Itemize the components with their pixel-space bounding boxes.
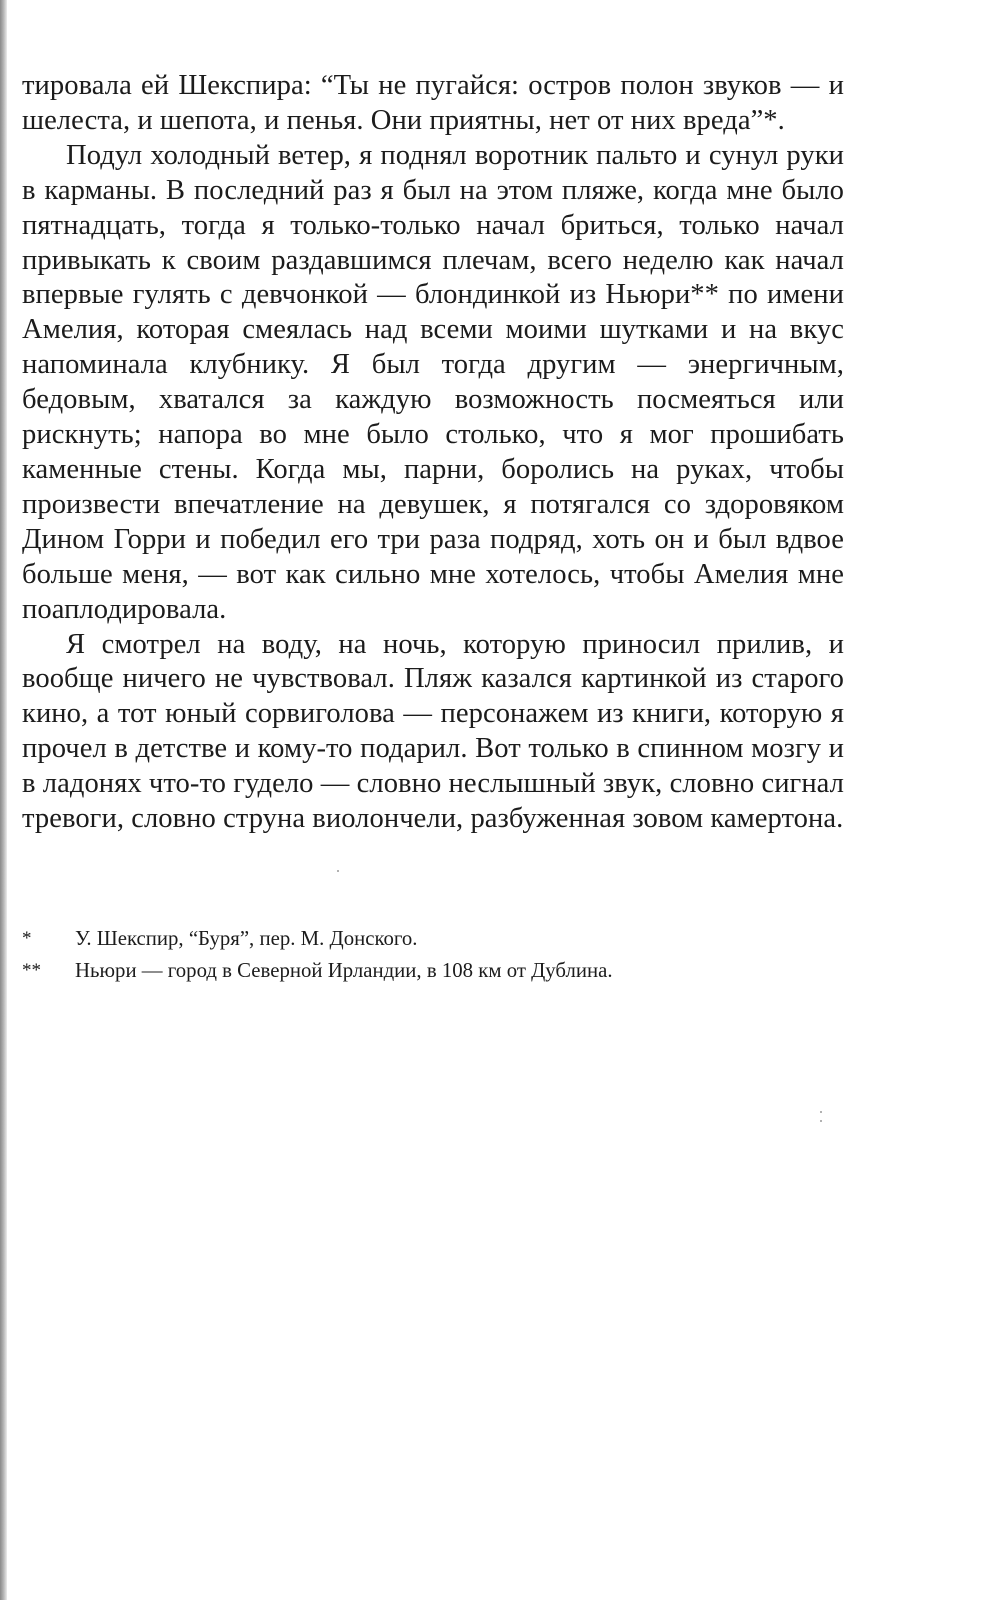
footnote-1	[22, 923, 844, 955]
paper-speck	[337, 870, 339, 872]
footnote-mark: *	[22, 928, 32, 949]
paragraph-beach-memory: Подул холодный ветер, я поднял воротник пальто и сунул руки в карманы. В последний раз я был на этом пляже, когда мне было пятнадцать, тогда я только-только начал бриться, только начал привыкать к своим раздавшимся плечам, всего неделю как начал впервые гулять с девчонкой — блондинкой из Ньюри** по имени Амелия, которая смеялась над всеми моими шутками и на вкус напоминала клубнику. Я был тогда другим — энергичным, бедовым, хватался за каждую возможность посмеяться или рискнуть; напора во мне было столько, что я мог прошибать каменные стены. Когда мы, парни, боролись на руках, чтобы произвести впечатление на девушек, я потягался со здоровяком Дином Горри и победил его три раза подряд, хоть он и был вдвое больше меня, — вот как сильно мне хотелось, чтобы Амелия мне поаплодировала.	[22, 139, 844, 625]
footnote-text: У. Шекспир, “Буря”, пер. М. Донского.	[75, 927, 418, 950]
paragraph-looking-at-water: Я смотрел на воду, на ночь, которую приносил прилив, и вообще ничего не чувствовал. Пляж казался картинкой из старого кино, а тот юный сорвиголова — персонажем из книги, которую я прочел в детстве и кому-то подарил. Вот только в спинном мозгу и в ладонях что-то гудело — словно неслышный звук, словно сигнал тревоги, словно струна виолончели, разбуженная зовом камертона.	[22, 628, 844, 835]
paper-speck	[820, 1120, 822, 1122]
footnotes	[22, 923, 844, 987]
footnote-text: Ньюри — город в Северной Ирландии, в 108 км от Дублина.	[75, 959, 613, 982]
footnote-mark: **	[22, 960, 41, 981]
paper-speck	[820, 1111, 822, 1113]
footnote-2	[22, 955, 844, 987]
page-spine-shadow	[0, 0, 7, 1600]
main-text	[22, 69, 844, 837]
paragraph-continuation: тировала ей Шекспира: “Ты не пугайся: остров полон звуков — и шелеста, и шепота, и пенья. Они приятны, нет от них вреда”*.	[22, 70, 844, 136]
